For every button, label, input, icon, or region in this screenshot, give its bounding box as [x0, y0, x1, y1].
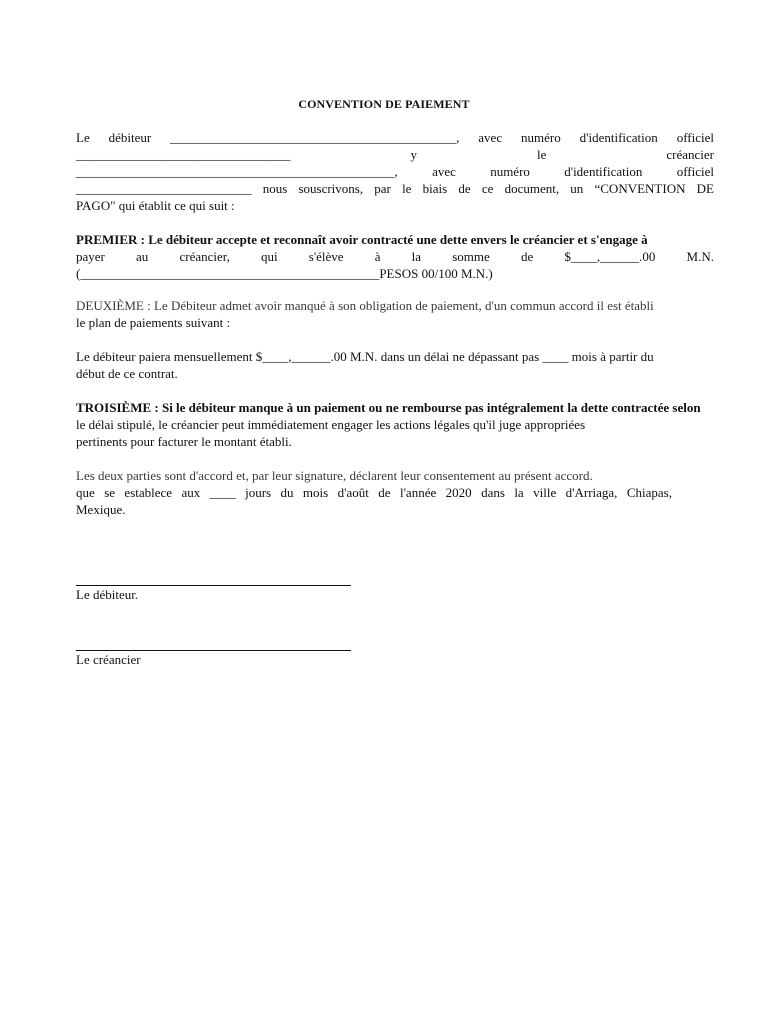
intro-line: _________________________________ y le créancier: [76, 147, 714, 162]
troisieme-clause: [76, 399, 740, 450]
accord-paragraph: [76, 467, 714, 518]
intro-line: Le débiteur ____________________________________________, avec numéro d'identification officiel: [76, 130, 714, 145]
intro-line: _________________________________________________, avec numéro d'identification officiel: [76, 164, 714, 179]
signature-label: Le créancier: [76, 652, 141, 667]
premier-heading-line: PREMIER : Le débiteur accepte et reconnaît avoir contracté une dette envers le créancier et s'engage à: [76, 232, 648, 247]
troisieme-heading-line: TROISIÈME : Si le débiteur manque à un paiement ou ne rembourse pas intégralement la dette contractée selon: [76, 400, 701, 415]
deuxieme-line: DEUXIÈME : Le Débiteur admet avoir manqué à son obligation de paiement, d'un commun accord il est établi: [76, 298, 654, 313]
intro-line: ___________________________ nous souscrivons, par le biais de ce document, un “CONVENTION DE: [76, 181, 714, 196]
intro-paragraph: [76, 129, 714, 214]
signature-creancier: [76, 640, 376, 668]
paiement-line: début de ce contrat.: [76, 366, 178, 381]
premier-line: payer au créancier, qui s'élève à la somme de $____,______.00 M.N.: [76, 249, 714, 264]
accord-line: Mexique.: [76, 502, 126, 517]
troisieme-line: pertinents pour facturer le montant établi.: [76, 434, 292, 449]
troisieme-line: le délai stipulé, le créancier peut immédiatement engager les actions légales qu'il juge appropriées: [76, 417, 586, 432]
signature-line[interactable]: [76, 640, 351, 651]
deuxieme-clause: [76, 297, 714, 331]
signature-debiteur: [76, 575, 376, 603]
intro-line: PAGO" qui établit ce qui suit :: [76, 198, 235, 213]
signature-line[interactable]: [76, 575, 351, 586]
paiement-line: Le débiteur paiera mensuellement $____,______.00 M.N. dans un délai ne dépassant pas ____ mois à partir du: [76, 349, 654, 364]
accord-line: que se establece aux ____ jours du mois d'août de l'année 2020 dans la ville d'Arriaga, Chiapas,: [76, 485, 672, 500]
document-title: CONVENTION DE PAIEMENT: [298, 97, 470, 111]
premier-line: (______________________________________________PESOS 00/100 M.N.): [76, 266, 493, 281]
accord-line: Les deux parties sont d'accord et, par leur signature, déclarent leur consentement au présent accord.: [76, 468, 593, 483]
signature-label: Le débiteur.: [76, 587, 139, 602]
premier-clause: [76, 231, 714, 282]
paiement-clause: [76, 348, 714, 382]
deuxieme-line: le plan de paiements suivant :: [76, 315, 231, 330]
